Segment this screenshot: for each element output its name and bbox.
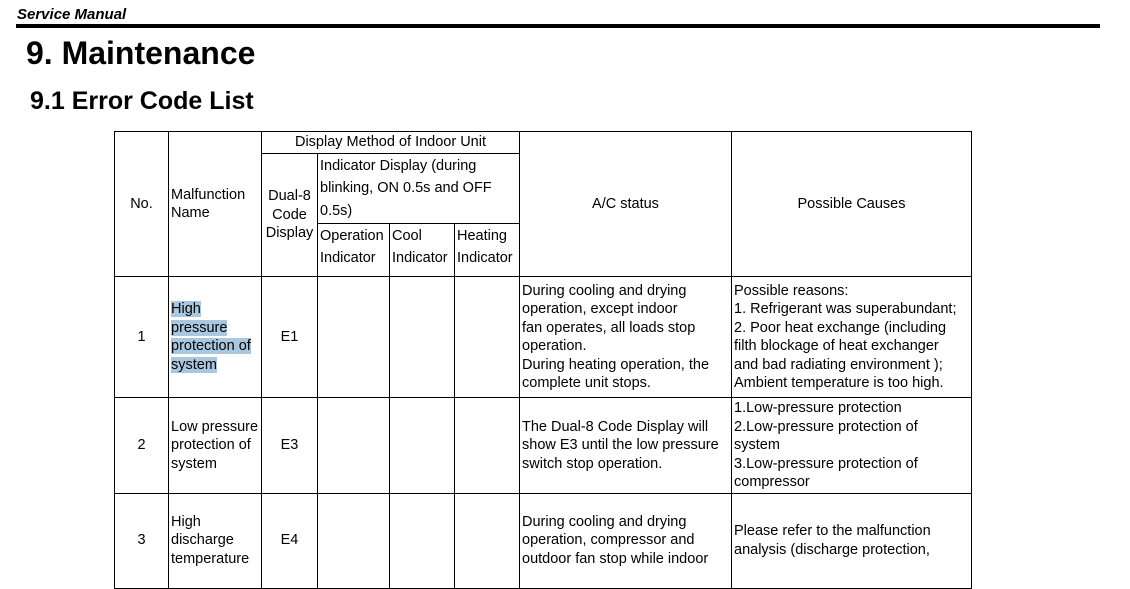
malfunction-name-line: system <box>171 455 217 472</box>
cause-line: 3.Low-pressure protection of <box>734 455 918 472</box>
ac-status-cell <box>520 398 732 494</box>
status-line: During heating operation, the <box>522 356 710 373</box>
operation-indicator-cell <box>318 493 390 588</box>
header-display-method: Display Method of Indoor Unit <box>262 132 520 154</box>
status-line: operation. <box>522 338 587 354</box>
cause-line: 1. Refrigerant was superabundant; <box>734 301 957 317</box>
heating-indicator-cell <box>455 277 520 398</box>
malfunction-name-line: system <box>171 356 217 373</box>
header-cool-line: Cool <box>392 228 422 244</box>
cause-line: Possible reasons: <box>734 282 849 299</box>
status-line: complete unit stops. <box>522 375 651 391</box>
header-name-line: Name <box>171 205 210 221</box>
header-row <box>115 132 972 154</box>
error-code-table <box>114 131 972 589</box>
cool-indicator-cell <box>390 398 455 494</box>
cause-line: 2.Low-pressure protection of <box>734 418 918 435</box>
malfunction-name-line: protection of <box>171 437 251 453</box>
ac-status-cell <box>520 277 732 398</box>
cause-line: compressor <box>734 474 810 490</box>
row-number: 1 <box>115 277 169 398</box>
cause-line: 1.Low-pressure protection <box>734 400 902 416</box>
header-dual8-line: Code <box>272 206 307 223</box>
header-operation-indicator <box>318 224 390 277</box>
row-number: 3 <box>115 493 169 588</box>
malfunction-name-line: temperature <box>171 550 250 567</box>
malfunction-name-cell <box>169 398 262 494</box>
operation-indicator-cell <box>318 398 390 494</box>
dual8-code: E3 <box>262 398 318 494</box>
malfunction-name-line: Low pressure <box>171 418 259 435</box>
header-rule <box>16 24 1100 28</box>
malfunction-name-line: discharge <box>171 532 234 549</box>
malfunction-name-line: High <box>171 301 201 317</box>
cause-line: system <box>734 437 780 453</box>
heating-indicator-cell <box>455 398 520 494</box>
malfunction-name-cell <box>169 493 262 588</box>
cause-line: Ambient temperature is too high. <box>734 375 944 391</box>
document-header-label: Service Manual <box>17 6 127 23</box>
dual8-code: E1 <box>262 277 318 398</box>
cool-indicator-cell <box>390 277 455 398</box>
table-row <box>115 493 972 588</box>
header-heating-indicator <box>455 224 520 277</box>
possible-causes-cell <box>732 493 972 588</box>
header-ac-status: A/C status <box>520 132 732 277</box>
table-row <box>115 277 972 398</box>
header-operation-line: Indicator <box>320 250 376 266</box>
ac-status-cell <box>520 493 732 588</box>
malfunction-name-line: High <box>171 513 201 530</box>
status-line: operation, compressor and <box>522 532 695 549</box>
header-operation-line: Operation <box>320 228 384 244</box>
malfunction-name-line: pressure <box>171 319 228 336</box>
header-malfunction-name <box>169 132 262 277</box>
cool-indicator-cell <box>390 493 455 588</box>
header-name-line: Malfunction <box>171 186 246 203</box>
header-heating-line: Heating <box>457 228 507 244</box>
possible-causes-cell <box>732 277 972 398</box>
section-title: 9.1 Error Code List <box>30 87 254 115</box>
status-line: show E3 until the low pressure <box>522 437 719 453</box>
status-line: During cooling and drying <box>522 282 687 299</box>
heating-indicator-cell <box>455 493 520 588</box>
malfunction-name-line: protection of <box>171 338 251 354</box>
status-line: During cooling and drying <box>522 513 687 530</box>
cause-line: and bad radiating environment ); <box>734 356 943 373</box>
dual8-code: E4 <box>262 493 318 588</box>
operation-indicator-cell <box>318 277 390 398</box>
status-line: The Dual-8 Code Display will <box>522 418 709 435</box>
header-indicator-line: 0.5s) <box>320 202 353 219</box>
header-indicator-line: blinking, ON 0.5s and OFF <box>320 180 492 196</box>
header-no: No. <box>115 132 169 277</box>
header-cool-line: Indicator <box>392 250 448 266</box>
cause-line: analysis (discharge protection, <box>734 541 930 558</box>
header-dual8-line: Dual-8 <box>268 188 311 204</box>
header-dual8-line: Display <box>265 225 314 241</box>
status-line: outdoor fan stop while indoor <box>522 550 709 567</box>
header-dual8-code-display <box>262 153 318 277</box>
header-possible-causes: Possible Causes <box>732 132 972 277</box>
header-heating-line: Indicator <box>457 250 513 266</box>
header-indicator-display <box>318 153 520 224</box>
possible-causes-cell <box>732 398 972 494</box>
row-number: 2 <box>115 398 169 494</box>
status-line: operation, except indoor <box>522 301 678 317</box>
page-title: 9. Maintenance <box>26 35 256 71</box>
cause-line: 2. Poor heat exchange (including <box>734 319 947 336</box>
cause-line: filth blockage of heat exchanger <box>734 338 939 354</box>
cause-line: Please refer to the malfunction <box>734 523 931 539</box>
table-row <box>115 398 972 494</box>
status-line: fan operates, all loads stop <box>522 319 696 336</box>
malfunction-name-cell <box>169 277 262 398</box>
status-line: switch stop operation. <box>522 455 663 472</box>
header-cool-indicator <box>390 224 455 277</box>
header-indicator-line: Indicator Display (during <box>320 157 477 174</box>
